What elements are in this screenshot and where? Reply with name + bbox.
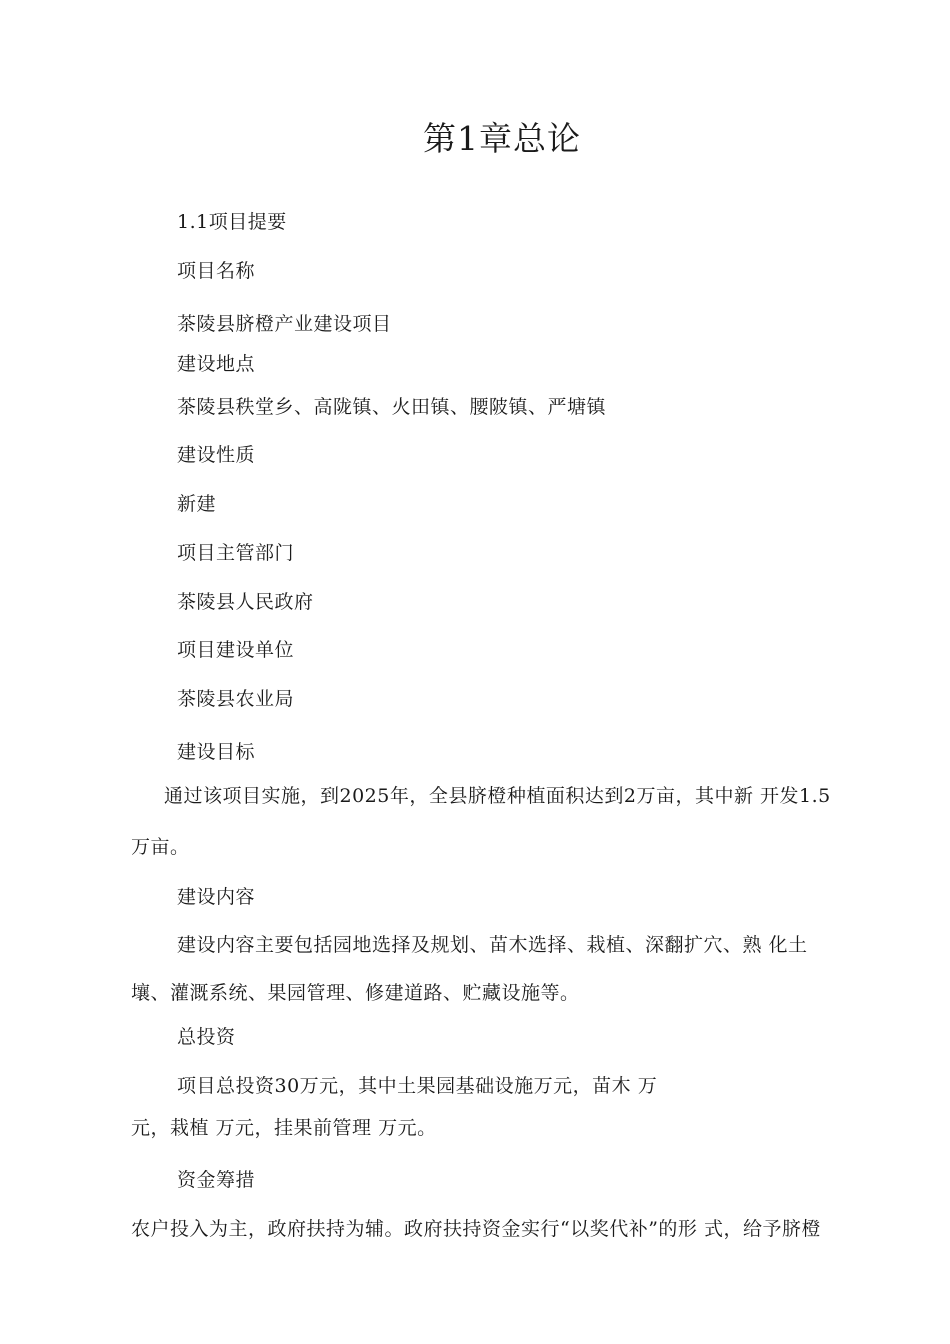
field-label-authority: 项目主管部门 — [177, 542, 295, 564]
goal-paragraph-line-1: 通过该项目实施，到2025年，全县脐橙种植面积达到2万亩，其中新 开发1.5 — [164, 785, 831, 807]
field-value-nature: 新建 — [177, 493, 217, 515]
chapter-title: 第1章总论 — [423, 119, 581, 158]
field-value-location: 茶陵县秩堂乡、高陇镇、火田镇、腰陂镇、严塘镇 — [177, 396, 607, 418]
goal-paragraph-line-2: 万亩。 — [131, 836, 190, 858]
funding-paragraph-line-1: 农户投入为主，政府扶持为辅。政府扶持资金实行“以奖代补”的形 式，给予脐橙 — [131, 1218, 821, 1240]
section-heading-project-summary: 1.1项目提要 — [177, 211, 287, 233]
field-label-nature: 建设性质 — [177, 444, 256, 466]
content-paragraph-line-1: 建设内容主要包括园地选择及规划、苗木选择、栽植、深翻扩穴、熟 化土 — [177, 934, 808, 956]
content-paragraph-line-2: 壤、灌溉系统、果园管理、修建道路、贮藏设施等。 — [131, 982, 580, 1004]
field-label-project-name: 项目名称 — [177, 260, 256, 282]
field-label-investment: 总投资 — [177, 1026, 236, 1048]
field-label-location: 建设地点 — [177, 353, 256, 375]
field-label-funding: 资金筹措 — [177, 1169, 256, 1191]
field-label-builder: 项目建设单位 — [177, 639, 295, 661]
field-value-builder: 茶陵县农业局 — [177, 688, 295, 710]
investment-paragraph-line-2: 元，栽植 万元，挂果前管理 万元。 — [131, 1117, 437, 1139]
investment-paragraph-line-1: 项目总投资30万元，其中土果园基础设施万元，苗木 万 — [177, 1075, 658, 1097]
field-value-project-name: 茶陵县脐橙产业建设项目 — [177, 313, 392, 335]
field-value-authority: 茶陵县人民政府 — [177, 591, 314, 613]
field-label-goal: 建设目标 — [177, 741, 256, 763]
field-label-content: 建设内容 — [177, 886, 256, 908]
